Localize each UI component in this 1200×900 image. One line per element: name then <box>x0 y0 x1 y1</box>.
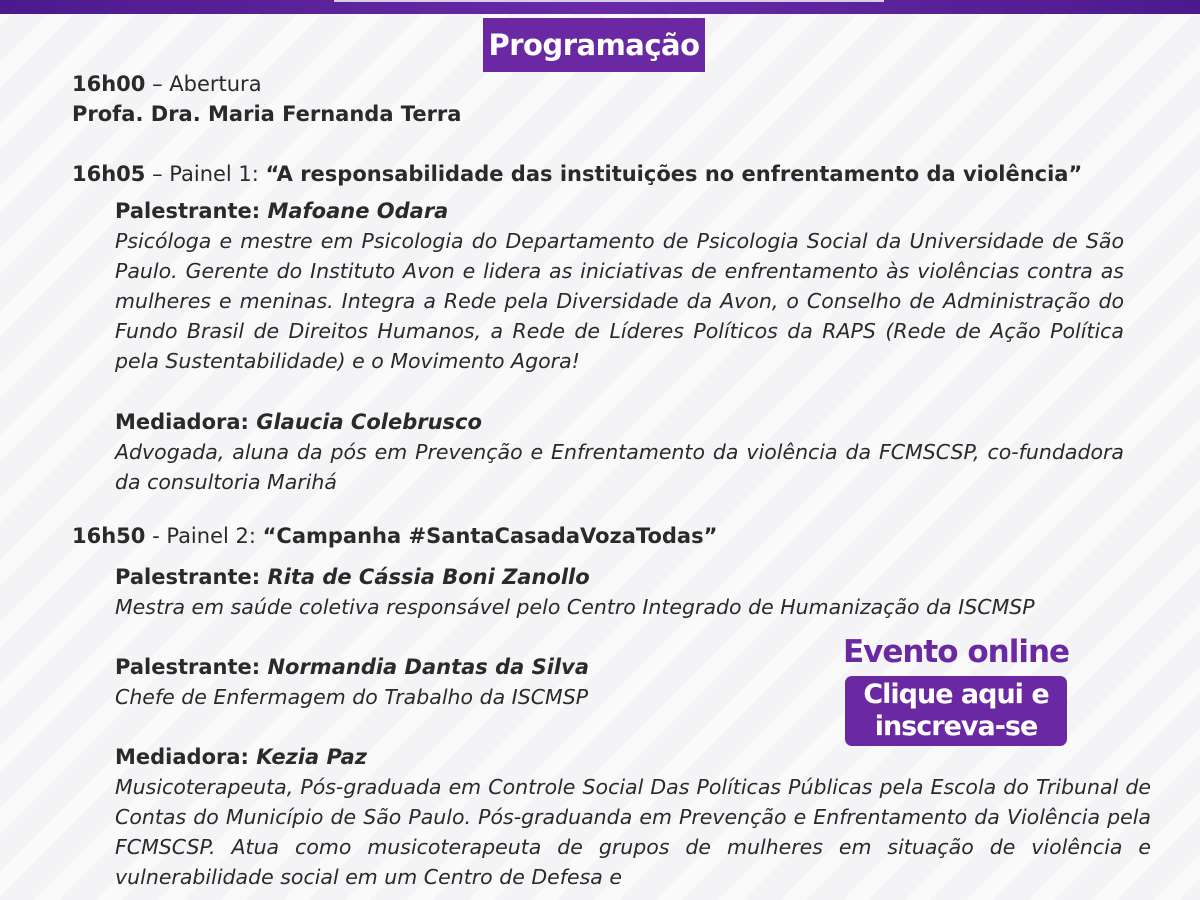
opening-sep: – <box>145 72 170 96</box>
panel1-mediator-name: Glaucia Colebrusco <box>256 410 482 434</box>
panel2-speaker2 <box>115 652 589 682</box>
panel1-speaker-role: Palestrante: <box>115 199 268 223</box>
opening-label: Abertura <box>169 72 262 96</box>
opening-time: 16h00 <box>72 72 146 96</box>
top-banner-bar <box>0 0 1200 14</box>
panel2-mediator-bio: Musicoterapeuta, Pós-graduada em Controle Social Das Políticas Públicas pela Escola do Tribunal de Contas do Município de São Paulo. Pós-graduanda em Prevenção e Enfrentamento da Violência pela FCMSCSP. Atua como musicoterapeuta de grupos de mulheres em situação de violência e vulnerabilidade social em um Centro de Defesa e <box>115 775 1151 889</box>
panel2-title: “Campanha #SantaCasadaVozaTodas” <box>262 524 718 548</box>
panel2-speaker2-name: Normandia Dantas da Silva <box>267 655 589 679</box>
page-title <box>483 18 705 72</box>
panel2-mediator-name: Kezia Paz <box>256 745 367 769</box>
panel1-time: 16h05 <box>72 162 146 186</box>
panel2-heading <box>72 521 717 551</box>
top-banner-tab <box>334 0 884 2</box>
panel1-mediator <box>115 407 482 437</box>
panel2-mediator <box>115 742 367 772</box>
panel2-speaker1-name: Rita de Cássia Boni Zanollo <box>267 565 590 589</box>
panel1-speaker-name: Mafoane Odara <box>267 199 449 223</box>
panel2-speaker1-role: Palestrante: <box>115 565 268 589</box>
opening-speaker: Profa. Dra. Maria Fernanda Terra <box>72 102 462 126</box>
panel2-mediator-role: Mediadora: <box>115 745 257 769</box>
panel1-speaker-bio: Psicóloga e mestre em Psicologia do Departamento de Psicologia Social da Universidade de São Paulo. Gerente do Instituto Avon e lidera as iniciativas de enfrentamento às violências contra as mulheres e meninas. Integra a Rede pela Diversidade da Avon, o Conselho de Administração do Fundo Brasil de Direitos Humanos, a Rede de Líderes Políticos da RAPS (Rede de Ação Política pela Sustentabilidade) e o Movimento Agora! <box>115 229 1124 373</box>
panel2-speaker1-bio: Mestra em saúde coletiva responsável pelo Centro Integrado de Humanização da ISCMSP <box>115 595 1035 619</box>
register-button[interactable] <box>845 676 1067 746</box>
register-button-line1: Clique aqui e <box>863 679 1049 710</box>
panel2-speaker2-role: Palestrante: <box>115 655 268 679</box>
panel1-speaker <box>115 196 448 226</box>
register-button-line2: inscreva-se <box>874 711 1038 742</box>
panel1-title: “A responsabilidade das instituições no enfrentamento da violência” <box>265 162 1083 186</box>
panel2-prefix: Painel 2: <box>166 524 263 548</box>
panel1-prefix: Painel 1: <box>169 162 266 186</box>
panel2-sep: - <box>145 524 167 548</box>
opening-time-line <box>72 69 262 99</box>
panel1-mediator-bio: Advogada, aluna da pós em Prevenção e Enfrentamento da violência da FCMSCSP, co-fundadora da consultoria Marihá <box>115 440 1124 494</box>
panel1-heading <box>72 159 1082 189</box>
event-online-cta <box>840 632 1072 746</box>
panel1-mediator-role: Mediadora: <box>115 410 257 434</box>
panel2-speaker2-bio: Chefe de Enfermagem do Trabalho da ISCMSP <box>115 685 589 709</box>
event-online-heading: Evento online <box>842 634 1070 670</box>
page-title-text: Programação <box>488 28 700 62</box>
panel2-speaker1 <box>115 562 590 592</box>
panel1-sep: – <box>145 162 170 186</box>
panel2-time: 16h50 <box>72 524 146 548</box>
